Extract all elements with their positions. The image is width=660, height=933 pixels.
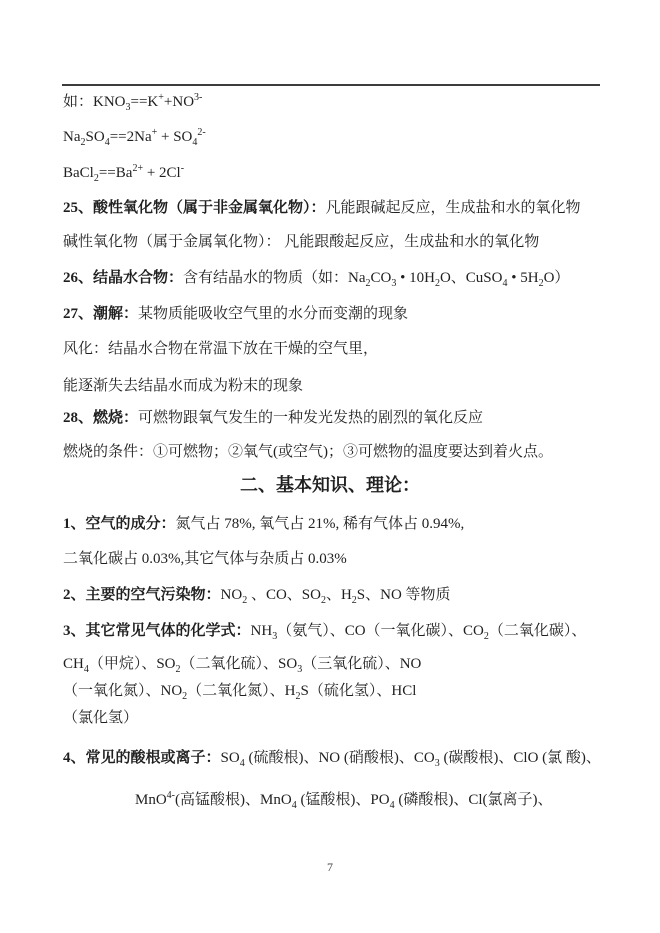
definition-line [63,653,421,675]
text-segment: 氮气占 78%, 氧气占 21%, 稀有气体占 0.94%, [175,516,465,532]
term-label: 28、燃烧： [63,410,139,426]
definition-line [63,231,539,253]
definition-line [63,197,581,219]
section-heading [0,472,660,498]
text-segment: 某物质能吸收空气里的水分而变潮的现象 [138,306,409,322]
text-segment: 燃烧的条件：①可燃物；②氧气(或空气)；③可燃物的温度要达到着火点。 [63,444,553,460]
text-segment: $CH_4$（甲烷）、$SO_2$（二氧化硫）、$SO_3$（三氧化硫）、NO [63,656,422,675]
definition-line [63,375,303,397]
definition-line [63,303,408,325]
definition-line [63,513,464,535]
term-label: 27、潮解： [63,306,139,322]
text-segment: 二氧化碳占 0.03%,其它气体与杂质占 0.03% [63,551,347,567]
text-segment: 可燃物跟氧气发生的一种发光发热的剧烈的氧化反应 [138,410,484,426]
definition-line [63,620,586,642]
text-segment: 能逐渐失去结晶水而成为粉末的现象 [63,378,304,394]
text-segment: MnO$^{4-}$(高锰酸根)、MnO$_4$ (锰酸根)、$PO_4$ (磷酸根)、Cl(氯离子)、 [135,790,553,811]
text-segment: $NH_3$（氨气）、CO（一氧化碳）、$CO_2$（二氧化碳）、 [250,623,587,642]
definition-line [135,789,553,811]
chemical-equation [63,162,184,184]
definition-line [63,407,483,429]
term-label: 26、结晶水合物： [63,270,184,286]
definition-line [63,548,347,570]
definition-line [63,267,569,289]
text-segment: $Na_2SO_4==2Na^+ + SO_4^{2-}$ [63,127,206,148]
page-number: 7 [327,860,333,874]
header-rule [62,84,600,86]
chemical-equation [63,126,206,148]
term-label: 1、空气的成分： [63,516,176,532]
text-segment: 碱性氧化物（属于金属氧化物）： 凡能跟酸起反应，生成盐和水的氧化物 [63,234,540,250]
text-segment: 风化：结晶水合物在常温下放在干燥的空气里， [63,341,379,357]
text-segment: $NO_2$ 、CO、$SO_2$、$H_2S$、NO 等物质 [220,587,451,606]
definition-line [63,584,451,606]
chemical-equation [63,91,202,113]
definition-line [63,338,378,360]
text-segment: （氯化氢） [63,710,139,726]
text-segment: $BaCl_2==Ba^{2+} + 2Cl^-$ [63,163,185,184]
definition-line [63,441,553,463]
text-segment: 含有结晶水的物质（如：$Na_2CO_3$ • $10H_2O$、CuSO$_4$ • $5H_2O$） [183,270,570,289]
definition-line [63,747,601,769]
definition-line [63,680,416,702]
definition-line [63,707,138,729]
text-segment: 如：$KNO_3==K^++NO^{3-}$ [63,92,203,113]
term-label: 4、常见的酸根或离子： [63,750,221,766]
text-segment: （一氧化氮）、$NO_2$（二氧化氮）、$H_2S$（硫化氢）、HCl [63,683,417,702]
term-label: 二、基本知识、理论： [240,475,420,495]
term-label: 25、酸性氧化物（属于非金属氧化物）： [63,200,326,216]
text-segment: 凡能跟碱起反应，生成盐和水的氧化物 [325,200,581,216]
term-label: 2、主要的空气污染物： [63,587,221,603]
text-segment: $SO_4$ (硫酸根)、NO (硝酸根)、$CO_3$ (碳酸根)、ClO (氯 酸)、 [220,750,601,769]
term-label: 3、其它常见气体的化学式： [63,623,251,639]
